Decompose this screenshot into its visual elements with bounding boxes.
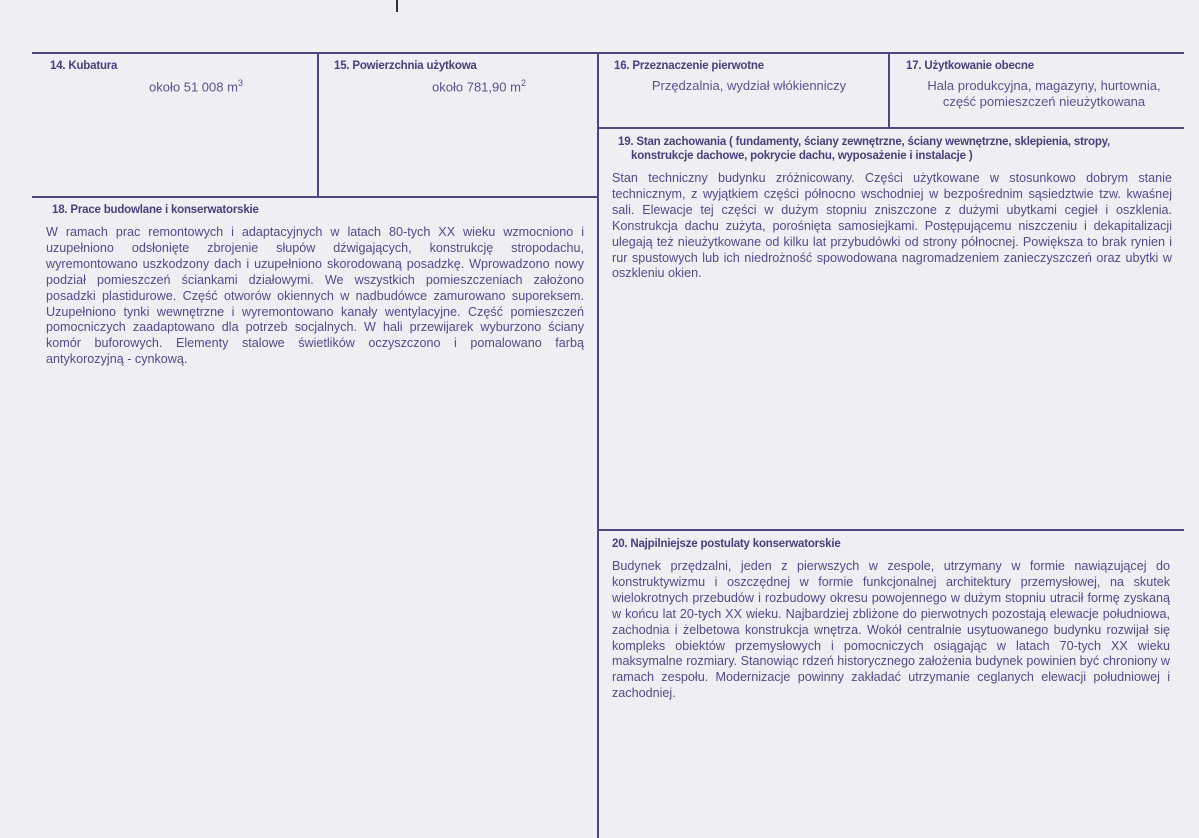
- field-14-value-text: około 51 008 m: [149, 79, 238, 95]
- field-17-value-line2: część pomieszczeń nieużytkowana: [942, 94, 1146, 109]
- column-divider-3: [888, 52, 890, 128]
- field-14-label: 14. Kubatura: [50, 60, 118, 72]
- field-20-label: 20. Najpilniejsze postulaty konserwatorskie: [612, 538, 841, 550]
- field-14-volume: [50, 60, 312, 94]
- field-19-label-line2: konstrukcje dachowe, pokrycie dachu, wyposażenie i instalacje ): [631, 150, 973, 162]
- field-19-condition: [612, 136, 1172, 282]
- field-17-value: [906, 78, 1182, 110]
- divider-right-top: [598, 127, 1184, 129]
- field-19-label-line1: 19. Stan zachowania ( fundamenty, ściany zewnętrzne, ściany wewnętrzne, sklepienia, stropy,: [618, 136, 1111, 148]
- field-14-value: [80, 78, 312, 94]
- column-divider-main: [597, 52, 599, 838]
- divider-left: [32, 196, 598, 198]
- field-16-label: 16. Przeznaczenie pierwotne: [614, 60, 764, 72]
- field-15-area: [334, 60, 594, 94]
- field-18-label: 18. Prace budowlane i konserwatorskie: [52, 204, 259, 216]
- field-18-works: [46, 204, 584, 368]
- field-15-value: [364, 78, 594, 94]
- field-14-unit-exp: 3: [237, 78, 243, 88]
- field-17-current-use: [906, 60, 1182, 110]
- field-16-value: Przędzalnia, wydział włókienniczy: [651, 78, 847, 93]
- column-divider-1: [317, 52, 319, 197]
- field-17-label: 17. Użytkowanie obecne: [906, 60, 1034, 72]
- field-20-postulates: [612, 538, 1170, 702]
- field-19-text: Stan techniczny budynku zróżnicowany. Części użytkowane w stosunkowo dobrym stanie technicznym, z wyjątkiem części północno wschodniej w bezpośrednim sąsiedztwie tzw. kwaśnej sali. Elewacje tej części w dużym stopniu zniszczone z dużymi ubytkami cegieł i oszklenia. Konstrukcja dachu zużyta, porośnięta samosiejkami. Postępującemu niszczeniu i dekapitalizacji ulegają też nieużytkowane od kilku lat przybudówki od strony północnej. Powiększa to brak rynien i rur spustowych lub ich niedrożność spowodowana nagromadzeniem zanieczyszczeń oraz ubytki w oszkleniu okien.: [612, 171, 1172, 281]
- field-15-unit-exp: 2: [520, 78, 526, 88]
- scan-mark: [396, 0, 398, 12]
- field-20-text: Budynek przędzalni, jeden z pierwszych w zespole, utrzymany w formie nawiązującej do konstruktywizmu i oszczędnej w formie funkcjonalnej architektury przemysłowej, na skutek wielokrotnych przebudów i rozbudowy okresu powojennego w dużym stopniu utracił formę zyskaną w końcu lat 20-tych XX wieku. Najbardziej zbliżone do pierwotnych pozostają elewacje południowa, zachodnia i żelbetowa konstrukcja wnętrza. Wokół centralnie usytuowanego budynku rozwijał się kompleks obiektów przemysłowych i pomocniczych osiągając w latach 70-tych XX wieku maksymalne rozmiary. Stanowiąc rdzeń historycznego założenia budynek powinien być chroniony w ramach zespołu. Modernizacje powinny zakładać utrzymanie ceglanych elewacji południowej i zachodniej.: [612, 559, 1170, 701]
- field-17-value-line1: Hala produkcyjna, magazyny, hurtownia,: [927, 78, 1161, 93]
- field-16-original-purpose: [614, 60, 884, 93]
- field-15-value-text: około 781,90 m: [432, 79, 521, 95]
- divider-right-mid: [598, 529, 1184, 531]
- top-border: [32, 52, 1184, 54]
- field-18-text: W ramach prac remontowych i adaptacyjnych w latach 80-tych XX wieku wzmocniono i uzupełniono odsłonięte zbrojenie słupów dźwigających, konstrukcję stropodachu, wyremontowano uszkodzony dach i uzupełniono skorodowaną posadzkę. Wprowadzono nowy podział pomieszczeń ściankami działowymi. We wszystkich pomieszczeniach założono posadzki plastidurowe. Część otworów okiennych w nadbudówce zamurowano suporeksem. Uzupełniono tynki wewnętrzne i wyremontowano kanały wentylacyjne. Część pomieszczeń pomocniczych zaadaptowano dla potrzeb socjalnych. W hali przewijarek wyburzono ściany komór buforowych. Elementy stalowe świetlików oczyszczono i pomalowano farbą antykorozyjną - cynkową.: [46, 225, 584, 367]
- field-15-label: 15. Powierzchnia użytkowa: [334, 60, 477, 72]
